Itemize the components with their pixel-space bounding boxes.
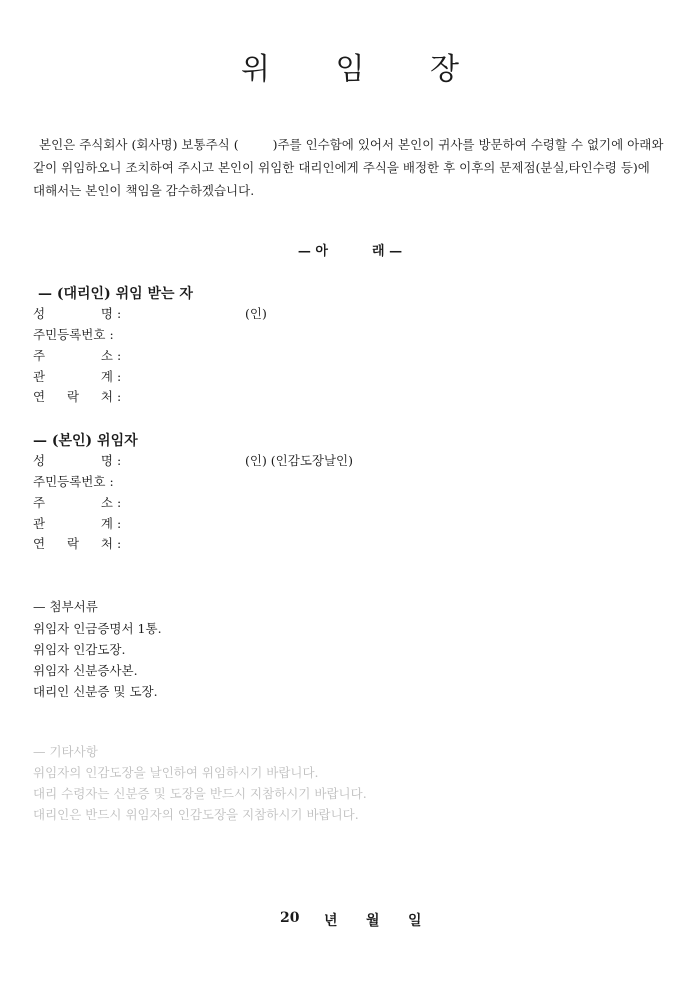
principal-section-heading: — (본인) 위임자 bbox=[33, 433, 138, 449]
agent-name-colon: : bbox=[117, 306, 122, 321]
misc-item: 대리 수령자는 신분증 및 도장을 반드시 지참하시기 바랍니다. bbox=[33, 786, 367, 801]
agent-contact-label: 연 락 처 bbox=[33, 389, 113, 404]
principal-id-label: 주민등록번호 bbox=[33, 474, 106, 489]
misc-item: 대리인은 반드시 위임자의 인감도장을 지참하시기 바랍니다. bbox=[33, 807, 359, 822]
principal-address-field: 주 소 : bbox=[33, 493, 121, 513]
misc-item: 위임자의 인감도장을 날인하여 위임하시기 바랍니다. bbox=[33, 765, 319, 780]
agent-address-label: 주 소 bbox=[33, 348, 113, 363]
principal-address-label: 주 소 bbox=[33, 495, 113, 510]
agent-name-field bbox=[33, 304, 267, 324]
attachment-item: 위임자 인금증명서 1통. bbox=[33, 621, 162, 636]
principal-relation-field: 관 계 : bbox=[33, 514, 121, 534]
intro-text-part2: )주를 인수함에 있어서 본인이 귀사를 방문하여 수령할 수 없기에 아래와 같이 위임하오니 조치하여 주시고 본인이 위임한 대리인에게 주식을 배정한 후 이후의 문제점(분실,타인수령 등)에 대해서는 본인이 책임을 감수하겠습니다. bbox=[33, 137, 664, 198]
agent-relation-label: 관 계 bbox=[33, 369, 113, 384]
agent-contact-field: 연 락 처 : bbox=[33, 387, 121, 407]
intro-paragraph bbox=[33, 133, 683, 202]
principal-relation-label: 관 계 bbox=[33, 516, 113, 531]
attachment-item: 위임자 인감도장. bbox=[33, 642, 126, 657]
principal-name-label: 성 명 bbox=[33, 453, 113, 468]
notice-heading-right: 래 — bbox=[372, 244, 403, 259]
date-year-unit: 년 bbox=[324, 913, 338, 929]
agent-seal-mark: (인) bbox=[245, 306, 267, 321]
date-year: 20 bbox=[280, 910, 300, 926]
agent-section-heading: — (대리인) 위임 받는 자 bbox=[38, 286, 193, 302]
document-title: 위 임 장 bbox=[240, 52, 487, 87]
principal-id-field: 주민등록번호 : bbox=[33, 474, 114, 489]
notice-heading-left: — 아 bbox=[297, 244, 328, 259]
notice-heading bbox=[0, 240, 700, 259]
intro-text-part1: 본인은 주식회사 (회사명) 보통주식 ( bbox=[39, 137, 239, 152]
principal-seal-mark: (인) (인감도장날인) bbox=[245, 453, 354, 468]
agent-relation-field: 관 계 : bbox=[33, 367, 121, 387]
attachment-item: 대리인 신분증 및 도장. bbox=[33, 684, 158, 699]
agent-id-field: 주민등록번호 : bbox=[33, 327, 114, 342]
agent-id-label: 주민등록번호 bbox=[33, 327, 106, 342]
date-day-unit: 일 bbox=[408, 913, 422, 929]
agent-address-field: 주 소 : bbox=[33, 346, 121, 366]
principal-contact-label: 연 락 처 bbox=[33, 536, 113, 551]
attachments-heading: — 첨부서류 bbox=[33, 599, 98, 614]
agent-name-label: 성 명 bbox=[33, 306, 113, 321]
principal-name-field: 성 명 : (인) (인감도장날인) bbox=[33, 451, 121, 471]
attachment-item: 위임자 신분증사본. bbox=[33, 663, 138, 678]
misc-heading: — 기타사항 bbox=[33, 744, 98, 759]
principal-contact-field: 연 락 처 : bbox=[33, 534, 121, 554]
date-month-unit: 월 bbox=[366, 913, 380, 929]
